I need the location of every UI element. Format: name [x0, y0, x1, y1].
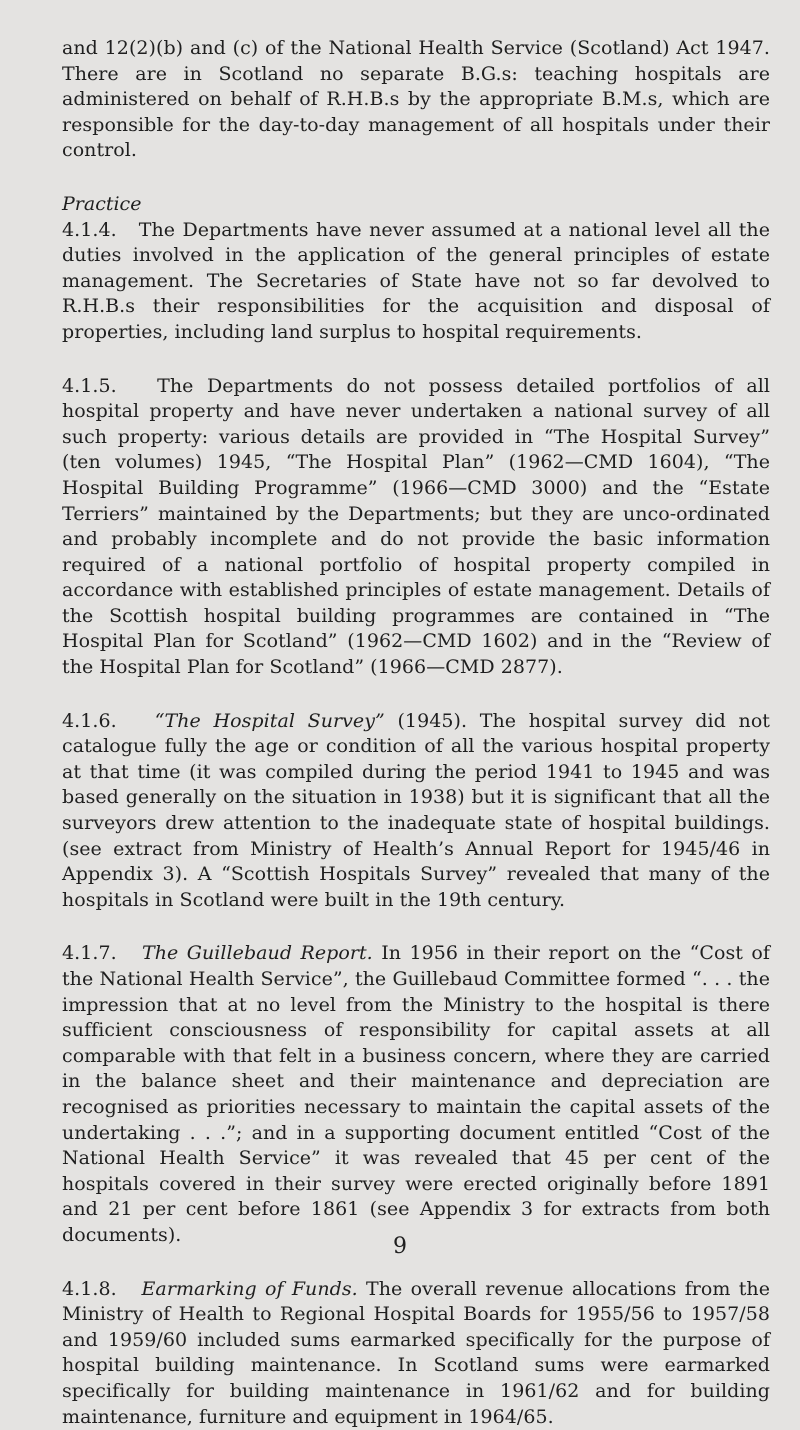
paragraph-number: 4.1.6.	[62, 709, 117, 732]
paragraph-title: “The Hospital Survey”	[154, 709, 385, 732]
paragraph-number: 4.1.5.	[62, 374, 117, 397]
paragraph-number: 4.1.4.	[62, 218, 117, 241]
paragraph-text: In 1956 in their report on the “Cost of the National Health Service”, the Guillebaud Committee formed “. . . the impression that at no level from the Ministry to the hospital is there sufficient consciousness of responsibility for capital assets at all comparable with that felt in a business concern, where they are carried in the balance sheet and their maintenance and depreciation are recognised as priorities necessary to maintain the capital assets of the undertaking . . .”; and in a supporting document entitled “Cost of the National Health Service” it was revealed that 45 per cent of the hospitals covered in their survey were erected originally before 1891 and 21 per cent before 1861 (see Appendix 3 for extracts from both documents).	[62, 942, 770, 1246]
paragraph-4-1-4	[62, 218, 770, 346]
paragraph-text: (1945). The hospital survey did not catalogue fully the age or condition of all the various hospital property at that time (it was compiled during the period 1941 to 1945 and was based generally on the situation in 1938) but it is significant that all the surveyors drew attention to the inadequate state of hospital buildings. (see extract from Ministry of Health’s Annual Report for 1945/46 in Appendix 3). A “Scottish Hospitals Survey” revealed that many of the hospitals in Scotland were built in the 19th century.	[62, 709, 770, 911]
paragraph-4-1-7	[62, 941, 770, 1248]
paragraph-number: 4.1.7.	[62, 942, 117, 965]
paragraph-title: The Guillebaud Report.	[142, 942, 373, 965]
paragraph-4-1-6	[62, 709, 770, 914]
paragraph-title: Earmarking of Funds.	[141, 1277, 358, 1300]
section-heading-practice: Practice	[62, 192, 142, 215]
page-number: 9	[393, 1234, 407, 1259]
paragraph-4-1-5	[62, 374, 770, 681]
paragraph-number: 4.1.8.	[62, 1277, 117, 1300]
paragraph-text: The Departments do not possess detailed portfolios of all hospital property and have never undertaken a national survey of all such property: various details are provided in “The Hospital Survey” (ten volumes) 1945, “The Hospital Plan” (1962—CMD 1604), “The Hospital Building Programme” (1966—CMD 3000) and the “Estate Terriers” maintained by the Departments; but they are unco-ordinated and probably incomplete and do not provide the basic information required of a national portfolio of hospital property compiled in accordance with established principles of estate management. Details of the Scottish hospital building programmes are contained in “The Hospital Plan for Scotland” (1962—CMD 1602) and in the “Review of the Hospital Plan for Scotland” (1966—CMD 2877).	[62, 374, 770, 679]
intro-paragraph: and 12(2)(b) and (c) of the National Health Service (Scotland) Act 1947. There are in Scotland no separate B.G.s: teaching hospitals are administered on behalf of R.H.B.s by the appropriate B.M.s, which are responsible for the day-to-day management of all hospitals under their control.	[62, 37, 770, 162]
paragraph-4-1-8	[62, 1277, 770, 1430]
paragraph-text: The overall revenue allocations from the Ministry of Health to Regional Hospital Boards for 1955/56 to 1957/58 and 1959/60 included sums earmarked specifically for the purpose of hospital building maintenance. In Scotland sums were earmarked specifically for building maintenance in 1961/62 and for building maintenance, furniture and equipment in 1964/65.	[62, 1277, 771, 1428]
paragraph-text: The Departments have never assumed at a national level all the duties involved in the application of the general principles of estate management. The Secretaries of State have not so far devolved to R.H.B.s their responsibilities for the acquisition and disposal of properties, including land surplus to hospital requirements.	[62, 218, 770, 343]
